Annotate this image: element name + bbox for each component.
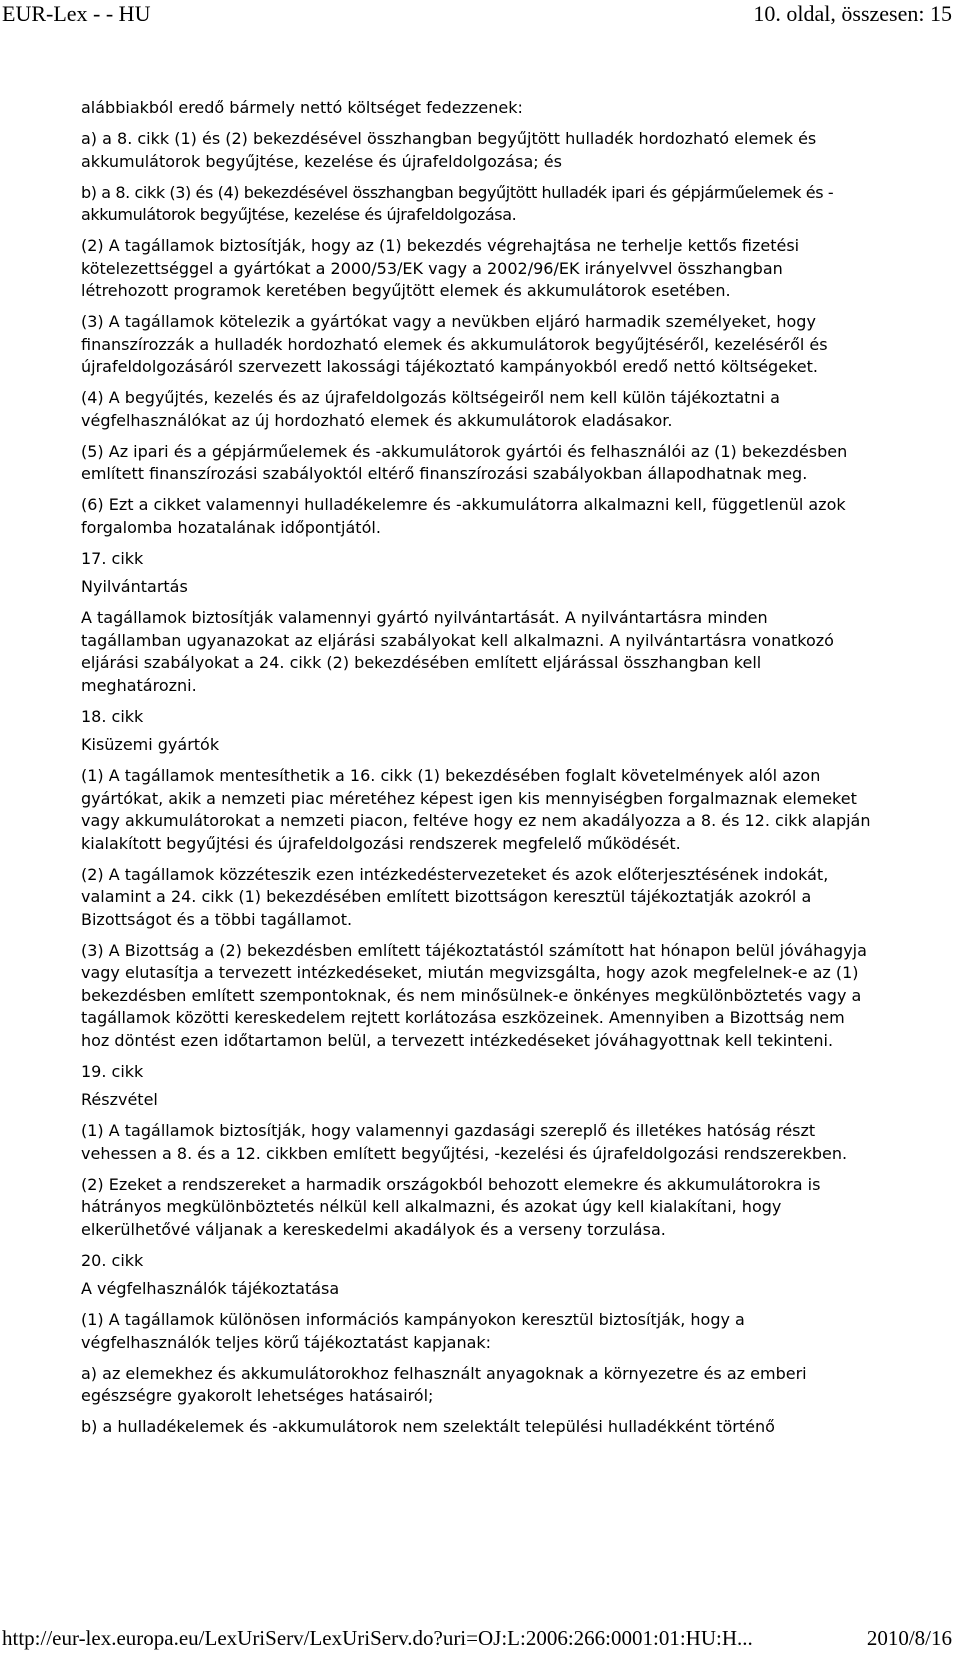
article-20-title: A végfelhasználók tájékoztatása [81,1279,340,1298]
list-item-20-b: b) a hulladékelemek és -akkumulátorok nem szelektált települési hulladékként történő [81,1417,775,1436]
paragraph-16-2: (2) A tagállamok biztosítják, hogy az (1) bekezdés végrehajtása ne terhelje kettős fizetési kötelezettséggel a gyártókat a 2000/53/EK vagy a 2002/96/EK irányelvvel összhangban létrehozott programok keretében begyűjtött elemek és akkumulátorok esetében. [81,236,800,300]
article-17-title: Nyilvántartás [81,577,188,596]
paragraph-17: A tagállamok biztosítják valamennyi gyártó nyilvántartását. A nyilvántartásra minden tagállamban ugyanazokat az eljárási szabályokat kell alkalmazni. A nyilvántartásra vonatkozó eljárási szabályokat a 24. cikk (2) bekezdésében említett eljárással összhangban kell meghatározni. [81,608,834,695]
page-footer [0,1624,960,1654]
footer-url: http://eur-lex.europa.eu/LexUriServ/LexUriServ.do?uri=OJ:L:2006:266:0001:01:HU:H... [2,1626,753,1650]
paragraph-16-3: (3) A tagállamok kötelezik a gyártókat vagy a nevükben eljáró harmadik személyeket, hogy finanszírozzák a hulladék hordozható elemek és akkumulátorok begyűjtéséről, kezeléséről és újrafeldolgozásáról szervezett lakossági tájékoztató kampányokból eredő nettó költségeket. [81,312,828,376]
paragraph-19-1: (1) A tagállamok biztosítják, hogy valamennyi gazdasági szereplő és illetékes hatóság részt vehessen a 8. és a 12. cikkben említett begyűjtési, -kezelési és újrafeldolgozási rendszerekben. [81,1121,848,1163]
paragraph-16-5: (5) Az ipari és a gépjárműelemek és -akkumulátorok gyártói és felhasználói az (1) bekezdésben említett finanszírozási szabályoktól eltérő finanszírozási szabályokban állapodhatnak meg. [81,441,848,483]
paragraph-18-1: (1) A tagállamok mentesíthetik a 16. cikk (1) bekezdésében foglalt követelmények alól azon gyártókat, akik a nemzeti piac méretéhez képest igen kis mennyiségben forgalmaznak elemeket vagy akkumulátorokat a nemzeti piacon, feltéve hogy ez nem akadályozza a 8. és 12. cikk alapján kialakított begyűjtési és újrafeldolgozási rendszerek megfelelő működését. [81,766,871,853]
paragraph-20-1: (1) A tagállamok különösen információs kampányokon keresztül biztosítják, hogy a végfelhasználók teljes körű tájékoztatást kapjanak: [81,1310,745,1352]
list-item-a: a) a 8. cikk (1) és (2) bekezdésével összhangban begyűjtött hulladék hordozható elemek és akkumulátorok begyűjtése, kezelése és újrafeldolgozása; és [81,129,817,171]
paragraph-19-2: (2) Ezeket a rendszereket a harmadik országokból behozott elemekre és akkumulátorokra is hátrányos megkülönböztetés nélkül kell alkalmazni, és azokat úgy kell kialakítani, hogy elkerülhetővé váljanak a kereskedelmi akadályok és a verseny torzulása. [81,1174,821,1239]
article-18-title: Kisüzemi gyártók [81,735,220,754]
article-19-title: Részvétel [81,1090,158,1109]
document-body [81,97,873,1447]
paragraph-16-4: (4) A begyűjtés, kezelés és az újrafeldolgozás költségeiről nem kell külön tájékoztatni a végfelhasználókat az új hordozható elemek és akkumulátorok eladásakor. [81,388,780,430]
page-header [0,0,960,40]
header-site-title: EUR-Lex - - HU [2,1,151,26]
paragraph-16-6: (6) Ezt a cikket valamennyi hulladékelemre és -akkumulátorra alkalmazni kell, függetlenül azok forgalomba hozatalának időpontjától. [81,495,846,537]
paragraph-18-2: (2) A tagállamok közzéteszik ezen intézkedéstervezeteket és azok előterjesztésének indokát, valamint a 24. cikk (1) bekezdésében említett bizottságon keresztül tájékoztatják azokról a Bizottságot és a többi tagállamot. [81,864,829,929]
paragraph-intro: alábbiakból eredő bármely nettó költséget fedezzenek: [81,98,523,117]
article-20-number: 20. cikk [81,1250,144,1270]
list-item-20-a: a) az elemekhez és akkumulátorokhoz felhasznált anyagoknak a környezetre és az emberi egészségre gyakorolt lehetséges hatásairól; [81,1363,807,1405]
article-18-number: 18. cikk [81,706,144,726]
paragraph-18-3: (3) A Bizottság a (2) bekezdésben említett tájékoztatástól számított hat hónapon belül jóváhagyja vagy elutasítja a tervezett intézkedéseket, miután megvizsgálta, hogy azok megfelelnek-e az (1) bekezdésben említett szempontoknak, és nem minősülnek-e önkényes megkülönböztetés vagy a tagállamok közötti kereskedelem rejtett korlátozása eszközeinek. Amennyiben a Bizottság nem hoz döntést ezen időtartamon belül, a tervezett intézkedéseket jóváhagyottnak kell tekinteni. [81,940,867,1050]
footer-date: 2010/8/16 [866,1626,952,1650]
article-19-number: 19. cikk [81,1061,144,1081]
article-17-number: 17. cikk [81,548,144,568]
list-item-b: b) a 8. cikk (3) és (4) bekezdésével összhangban begyűjtött hulladék ipari és gépjárműelemek és -akkumulátorok begyűjtése, kezelése és újrafeldolgozása. [81,182,834,224]
header-page-number: 10. oldal, összesen: 15 [753,1,952,26]
